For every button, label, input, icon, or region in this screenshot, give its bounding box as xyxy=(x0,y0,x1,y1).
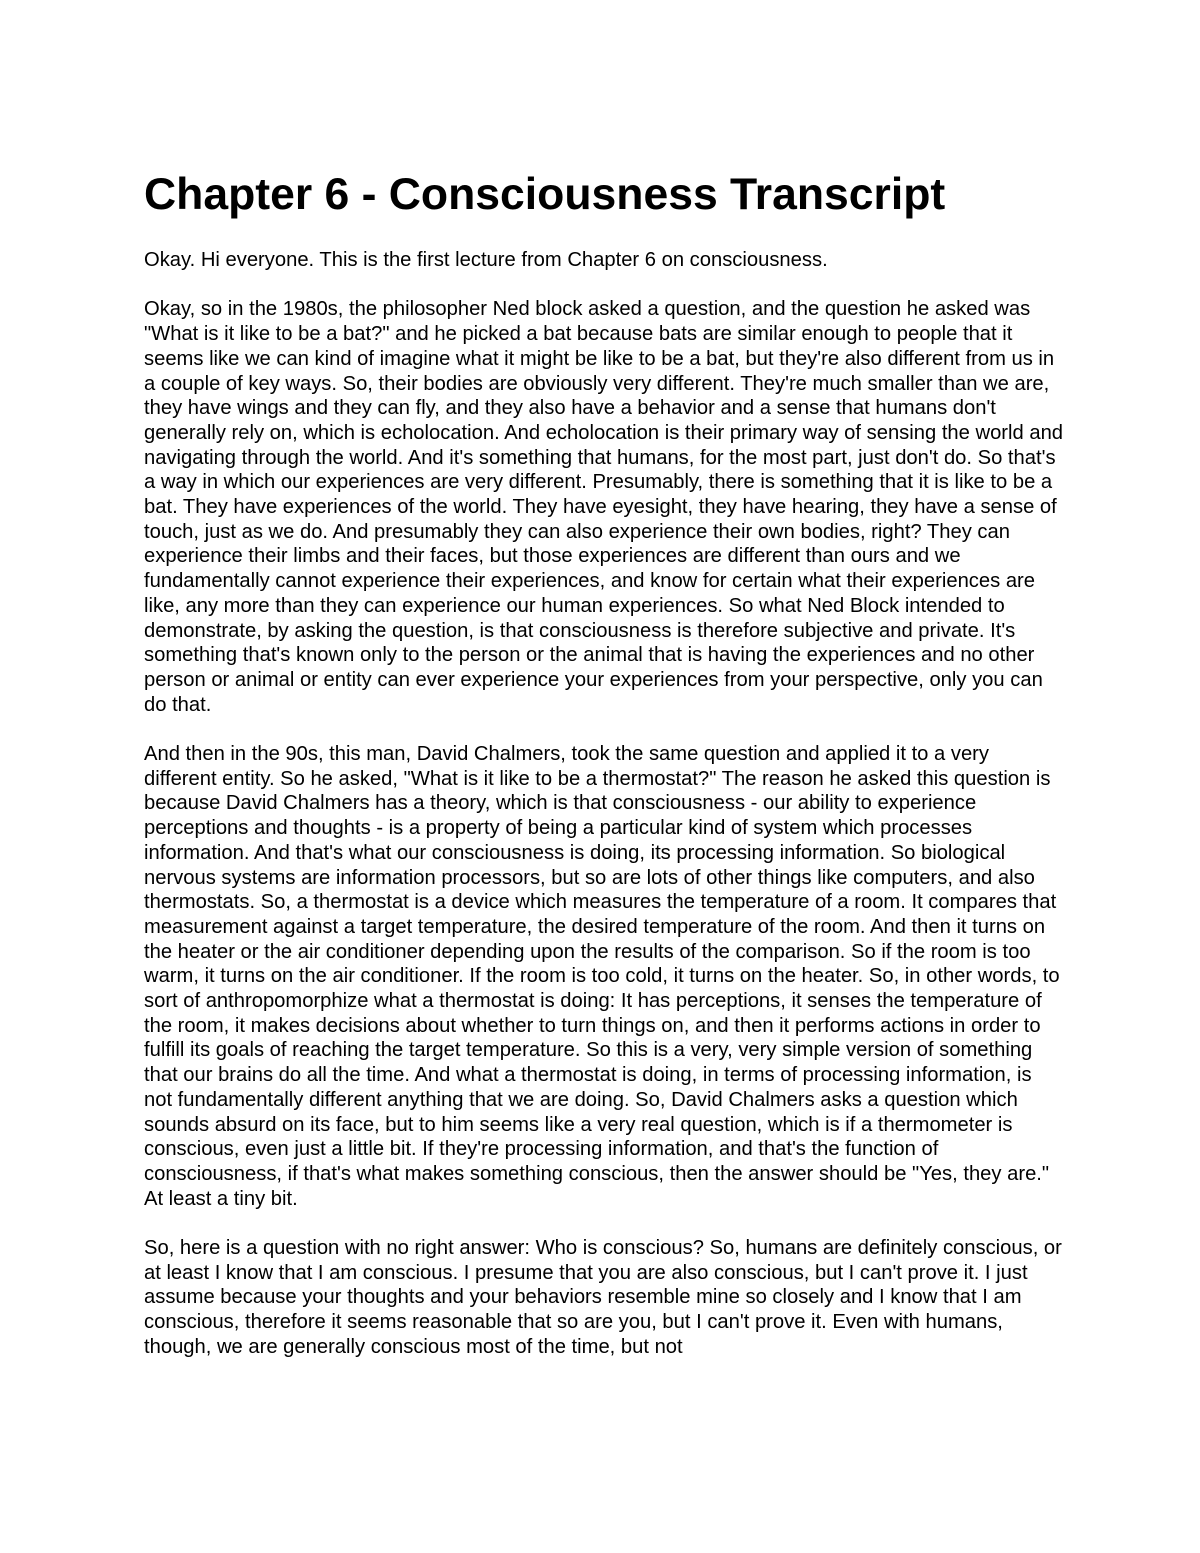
paragraph-who-is-conscious: So, here is a question with no right answer: Who is conscious? So, humans are definitely conscious, or at least I know that I am conscious. I presume that you are also conscious, but I can't prove it. I just assume because your thoughts and your behaviors resemble mine so closely and I know that I am conscious, therefore it seems reasonable that so are you, but I can't prove it. Even with humans, though, we are generally conscious most of the time, but not xyxy=(144,1237,1062,1358)
document-content xyxy=(144,166,1064,1360)
paragraph-chalmers-thermostat: And then in the 90s, this man, David Chalmers, took the same question and applied it to a very different entity. So he asked, "What is it like to be a thermostat?" The reason he asked this question is because David Chalmers has a theory, which is that consciousness - our ability to experience perceptions and thoughts - is a property of being a particular kind of system which processes information. And that's what our consciousness is doing, its processing information. So biological nervous systems are information processors, but so are lots of other things like computers, and also thermostats. So, a thermostat is a device which measures the temperature of a room. It compares that measurement against a target temperature, the desired temperature of the room. And then it turns on the heater or the air conditioner depending upon the results of the comparison. So if the room is too warm, it turns on the air conditioner. If the room is too cold, it turns on the heater. So, in other words, to sort of anthropomorphize what a thermostat is doing: It has perceptions, it senses the temperature of the room, it makes decisions about whether to turn things on, and then it performs actions in order to fulfill its goals of reaching the target temperature. So this is a very, very simple version of something that our brains do all the time. And what a thermostat is doing, in terms of processing information, is not fundamentally different anything that we are doing. So, David Chalmers asks a question which sounds absurd on its face, but to him seems like a very real question, which is if a thermometer is conscious, even just a little bit. If they're processing information, and that's the function of consciousness, if that's what makes something conscious, then the answer should be "Yes, they are." At least a tiny bit. xyxy=(144,743,1060,1210)
paragraph-ned-block-bat: Okay, so in the 1980s, the philosopher Ned block asked a question, and the question he asked was "What is it like to be a bat?" and he picked a bat because bats are similar enough to people that it seems like we can kind of imagine what it might be like to be a bat, but they're also different from us in a couple of key ways. So, their bodies are obviously very different. They're much smaller than we are, they have wings and they can fly, and they also have a behavior and a sense that humans don't generally rely on, which is echolocation. And echolocation is their primary way of sensing the world and navigating through the world. And it's something that humans, for the most part, just don't do. So that's a way in which our experiences are very different. Presumably, there is something that it is like to be a bat. They have experiences of the world. They have eyesight, they have hearing, they have a sense of touch, just as we do. And presumably they can also experience their own bodies, right? They can experience their limbs and their faces, but those experiences are different than ours and we fundamentally cannot experience their experiences, and know for certain what their experiences are like, any more than they can experience our human experiences. So what Ned Block intended to demonstrate, by asking the question, is that consciousness is therefore subjective and private. It's something that's known only to the person or the animal that is having the experiences and no other person or animal or entity can ever experience your experiences from your perspective, only you can do that. xyxy=(144,298,1064,716)
document-title: Chapter 6 - Consciousness Transcript xyxy=(144,170,946,219)
paragraph-intro: Okay. Hi everyone. This is the first lecture from Chapter 6 on consciousness. xyxy=(144,249,828,271)
